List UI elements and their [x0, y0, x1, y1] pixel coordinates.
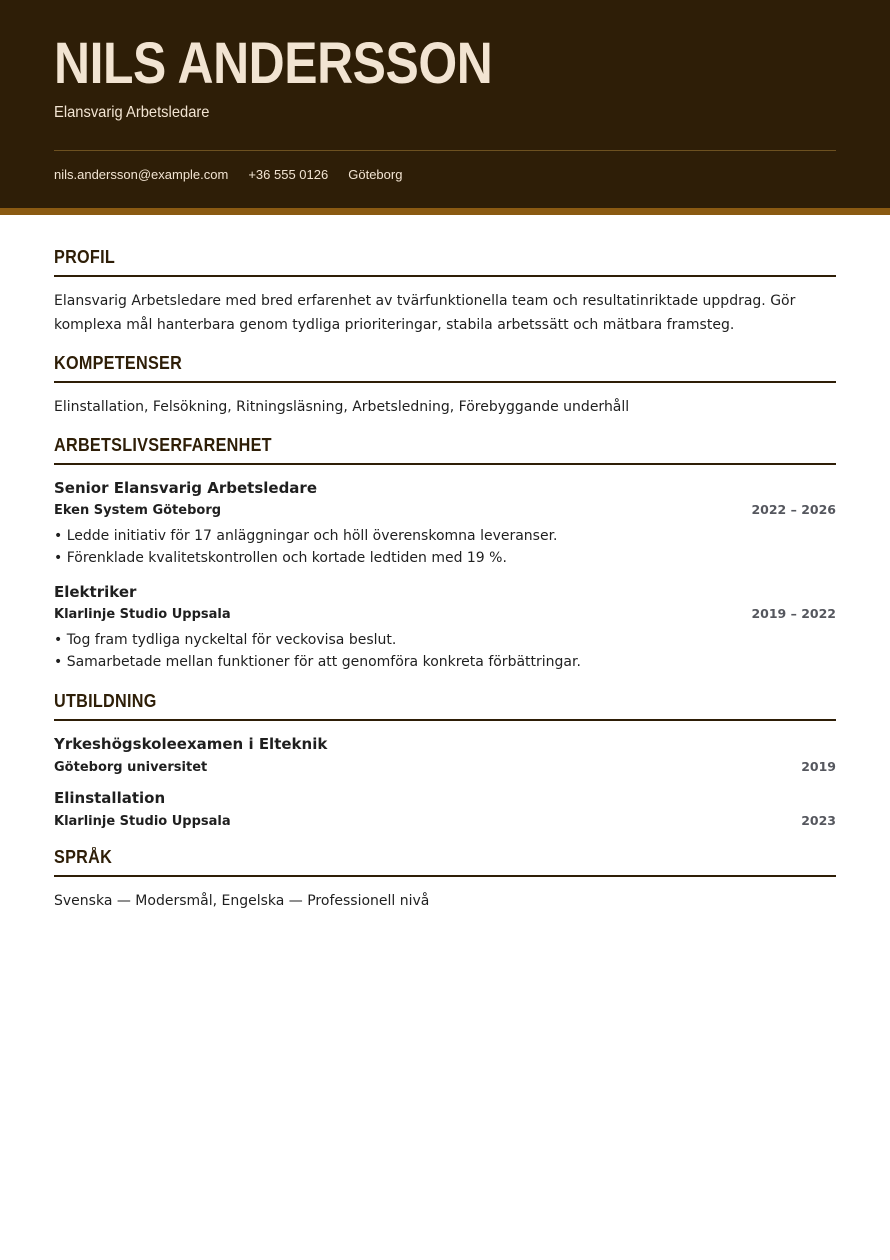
contact-list: [54, 167, 402, 182]
experience-heading: ARBETSLIVSERFARENHET: [54, 435, 272, 455]
education-year: 2019: [801, 759, 836, 774]
skills-heading: KOMPETENSER: [54, 353, 183, 373]
education-year: 2023: [801, 813, 836, 828]
job-employer: Klarlinje Studio Uppsala: [54, 607, 231, 622]
job-employer: Eken System Göteborg: [54, 503, 222, 518]
languages-heading: SPRÅK: [54, 847, 113, 867]
job-title: Elektriker: [54, 583, 137, 601]
skills-text: Elinstallation, Felsökning, Ritningsläsning, Arbetsledning, Förebyggande underhåll: [54, 399, 630, 415]
job-bullet: • Ledde initiativ för 17 anläggningar och höll överenskomna leveranser.: [54, 528, 558, 544]
job-entry: [54, 583, 836, 673]
job-bullet: • Samarbetade mellan funktioner för att genomföra konkreta förbättringar.: [54, 654, 581, 670]
header-divider: [54, 150, 836, 151]
profile-text: Elansvarig Arbetsledare med bred erfarenhet av tvärfunktionella team och resultatinriktade uppdrag. Gör komplexa mål hanterbara genom tydliga prioriteringar, stabila arbetssätt och mätbara framsteg.: [54, 293, 796, 333]
header-accent-bar: [0, 208, 890, 215]
resume-header: [0, 0, 890, 208]
education-heading: UTBILDNING: [54, 691, 157, 711]
job-dates: 2019 – 2022: [751, 606, 836, 621]
profile-rule: [54, 275, 836, 277]
languages-rule: [54, 875, 836, 877]
skills-rule: [54, 381, 836, 383]
education-title: Elinstallation: [54, 789, 166, 807]
job-bullet: • Tog fram tydliga nyckeltal för veckovisa beslut.: [54, 632, 397, 648]
profile-heading: PROFIL: [54, 247, 116, 267]
job-title: Senior Elansvarig Arbetsledare: [54, 479, 317, 497]
education-title: Yrkeshögskoleexamen i Elteknik: [54, 735, 328, 753]
contact-location: Göteborg: [348, 167, 403, 182]
experience-rule: [54, 463, 836, 465]
job-dates: 2022 – 2026: [751, 502, 836, 517]
candidate-title: Elansvarig Arbetsledare: [54, 104, 210, 121]
education-school: Klarlinje Studio Uppsala: [54, 814, 231, 829]
languages-text: Svenska — Modersmål, Engelska — Professionell nivå: [54, 893, 430, 909]
education-rule: [54, 719, 836, 721]
education-entry: [54, 789, 836, 829]
education-entry: [54, 735, 836, 775]
education-school: Göteborg universitet: [54, 760, 208, 775]
contact-email[interactable]: nils.andersson@example.com: [54, 167, 229, 182]
candidate-name: NILS ANDERSSON: [54, 31, 493, 96]
job-bullet: • Förenklade kvalitetskontrollen och kortade ledtiden med 19 %.: [54, 550, 507, 566]
job-entry: [54, 479, 836, 569]
resume-body: [54, 215, 836, 913]
contact-phone[interactable]: +36 555 0126: [248, 167, 329, 182]
